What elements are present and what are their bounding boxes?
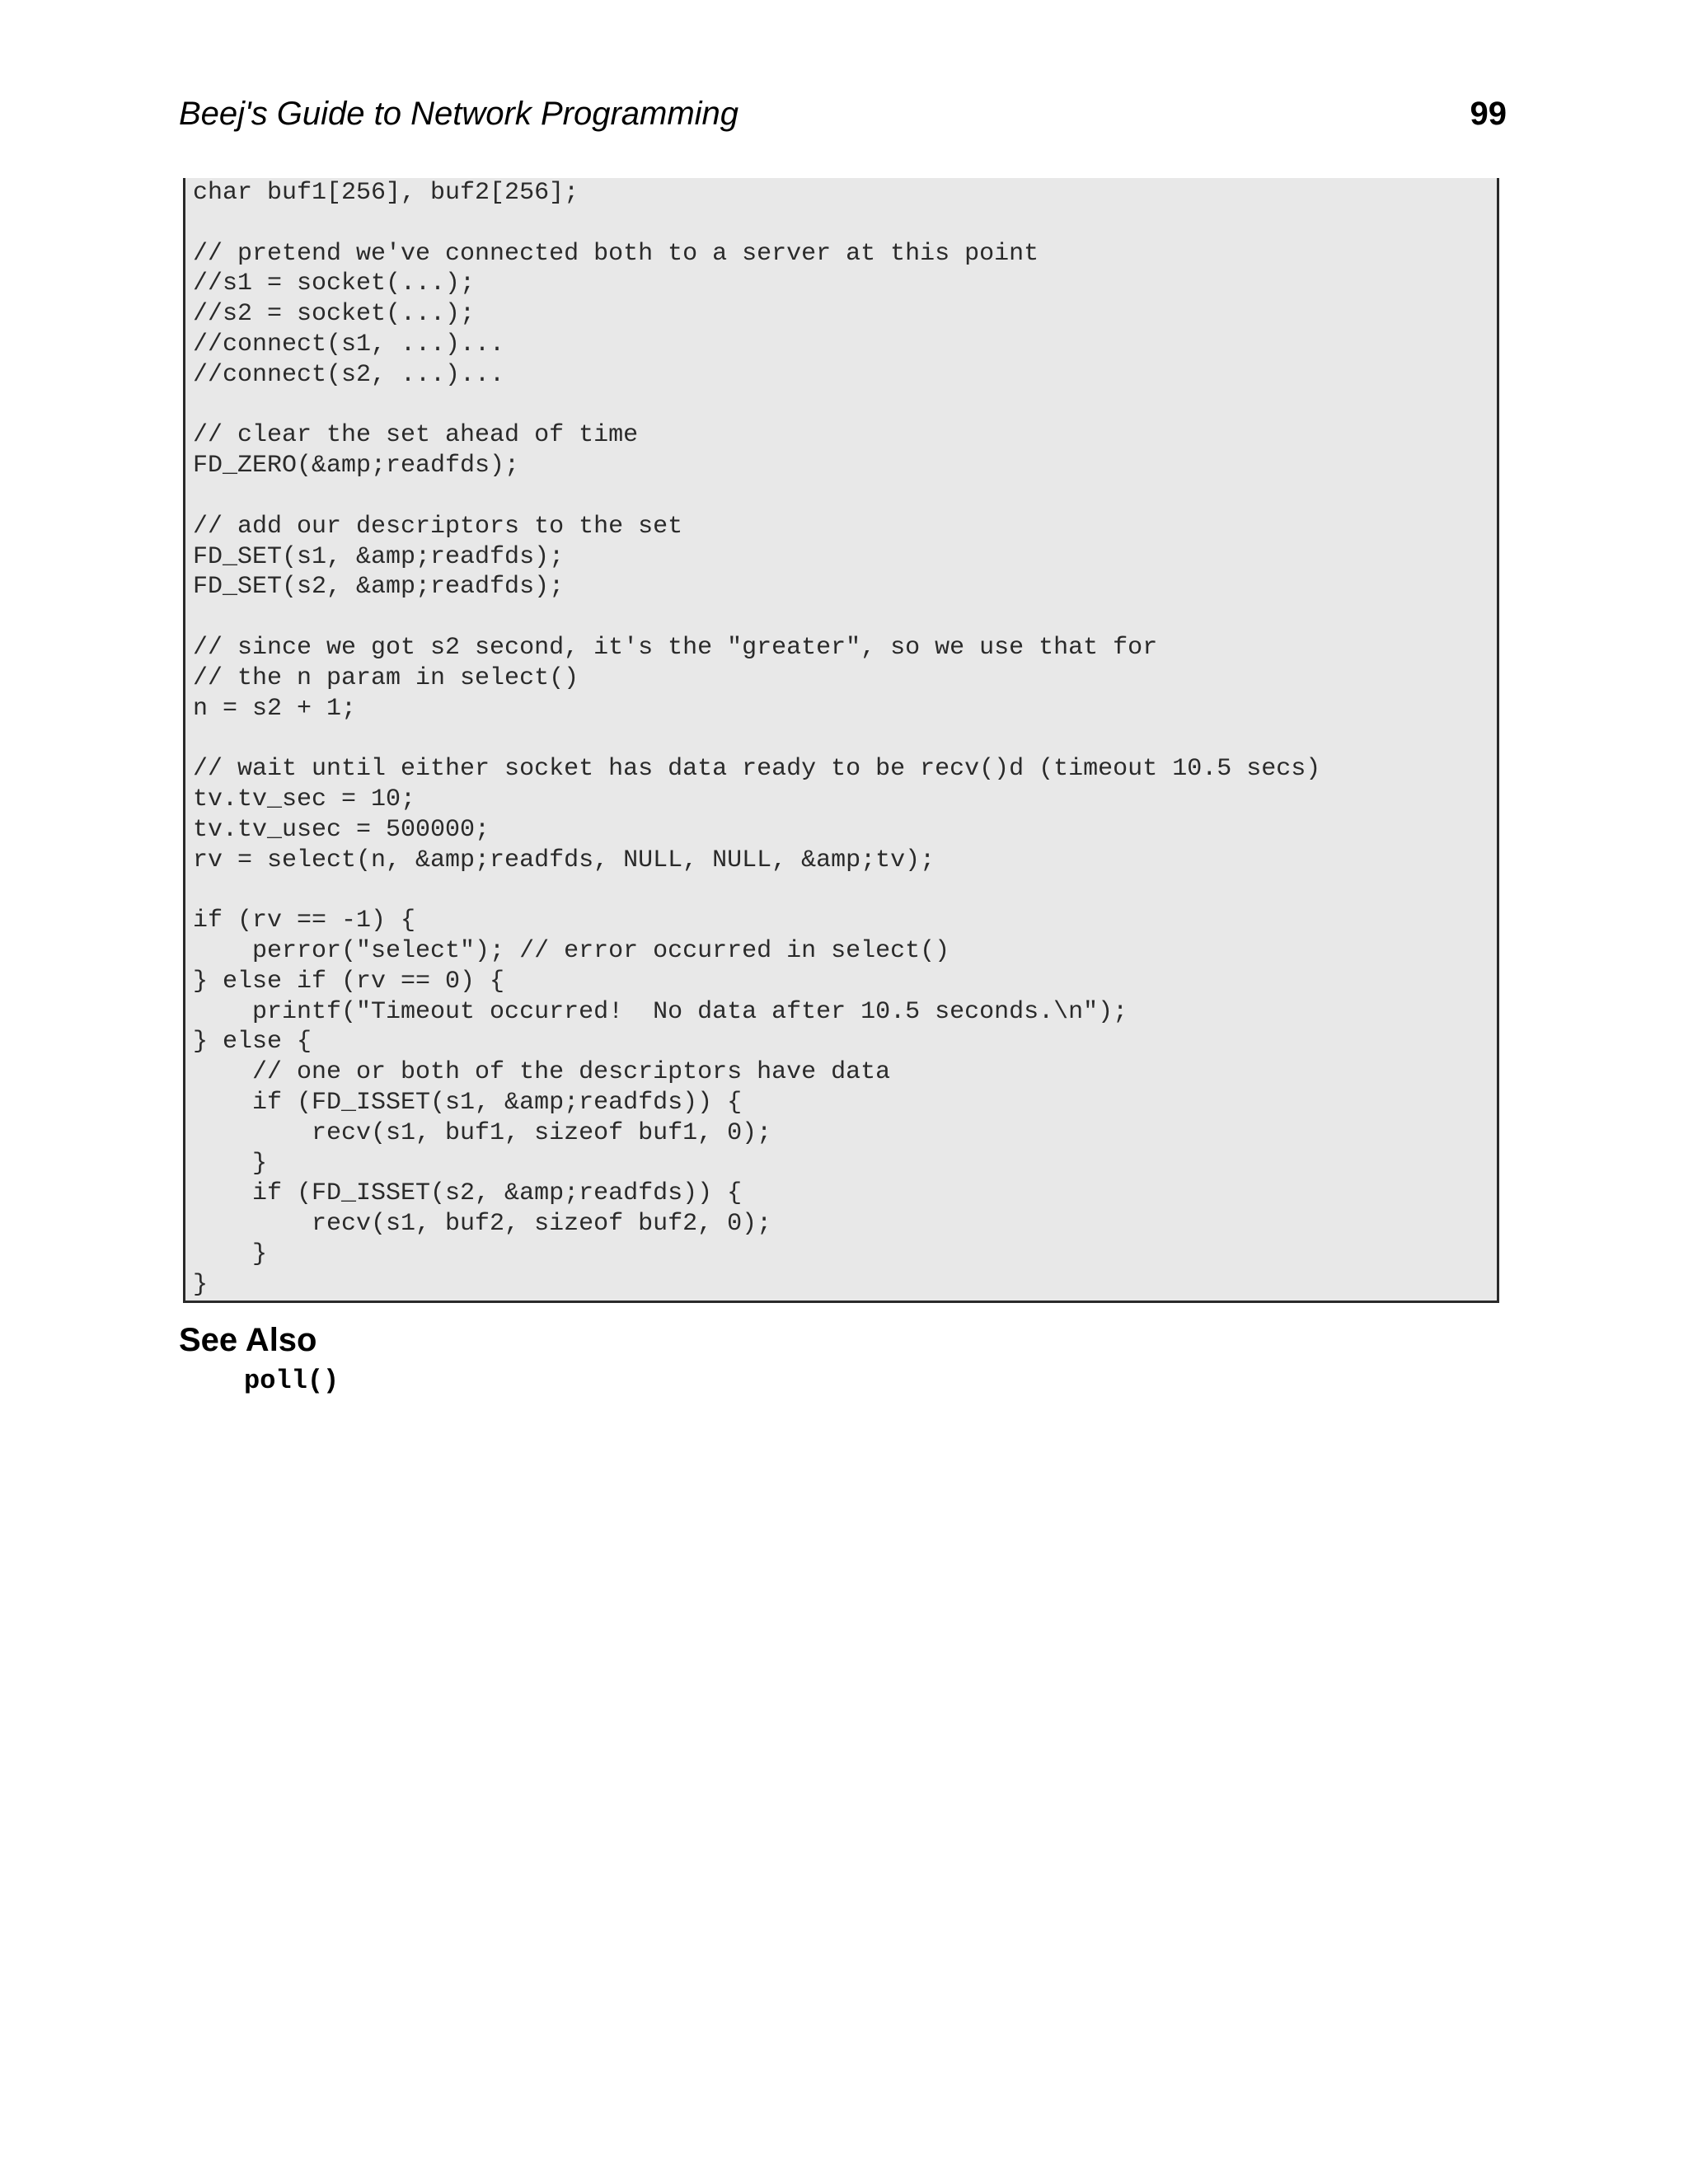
code-listing — [183, 178, 1499, 1303]
code-line: if (FD_ISSET(s2, &amp;readfds)) { — [193, 1179, 743, 1208]
code-line: char buf1[256], buf2[256]; — [193, 179, 579, 207]
code-line: printf("Timeout occurred! No data after 10.5 seconds.\n"); — [193, 997, 1128, 1026]
code-line — [193, 602, 1320, 633]
code-line: tv.tv_sec = 10; — [193, 785, 416, 813]
code-line: recv(s1, buf1, sizeof buf1, 0); — [193, 1118, 772, 1147]
see-also-heading: See Also — [179, 1322, 317, 1358]
code-line: FD_SET(s2, &amp;readfds); — [193, 573, 565, 602]
code-line: FD_SET(s1, &amp;readfds); — [193, 542, 565, 571]
code-line — [193, 724, 1320, 754]
code-line: // clear the set ahead of time — [193, 421, 639, 450]
code-line: } else if (rv == 0) { — [193, 967, 505, 996]
code-line — [193, 209, 1320, 239]
code-line: // wait until either socket has data ready to be recv()d (timeout 10.5 secs) — [193, 755, 1321, 784]
code-line: // add our descriptors to the set — [193, 512, 683, 541]
code-line: } — [193, 1240, 268, 1268]
code-line: if (rv == -1) { — [193, 907, 416, 935]
code-line: if (FD_ISSET(s1, &amp;readfds)) { — [193, 1088, 743, 1117]
code-line: rv = select(n, &amp;readfds, NULL, NULL, &amp;tv); — [193, 846, 935, 874]
code-line — [193, 875, 1320, 906]
running-header-title: Beej's Guide to Network Programming — [179, 96, 739, 132]
code-line: } else { — [193, 1028, 312, 1057]
code-line — [193, 391, 1320, 421]
code-line: //s2 = socket(...); — [193, 300, 476, 329]
code-line: // the n param in select() — [193, 663, 579, 692]
page-number: 99 — [1470, 96, 1507, 132]
see-also-link-poll[interactable]: poll() — [244, 1366, 340, 1396]
code-line: //connect(s1, ...)... — [193, 330, 505, 359]
code-line: perror("select"); // error occurred in select() — [193, 936, 950, 965]
code-line: n = s2 + 1; — [193, 694, 357, 723]
code-line: //connect(s2, ...)... — [193, 360, 505, 389]
code-line: // one or both of the descriptors have data — [193, 1058, 891, 1087]
code-line: } — [193, 1149, 268, 1178]
code-line: // since we got s2 second, it's the "greater", so we use that for — [193, 633, 1158, 662]
code-lines — [193, 178, 1320, 1300]
code-line: // pretend we've connected both to a server at this point — [193, 239, 1039, 268]
code-line: FD_ZERO(&amp;readfds); — [193, 452, 520, 480]
code-line: } — [193, 1270, 209, 1299]
code-line: //s1 = socket(...); — [193, 269, 476, 298]
code-line: recv(s1, buf2, sizeof buf2, 0); — [193, 1210, 772, 1239]
code-line: tv.tv_usec = 500000; — [193, 815, 490, 844]
code-line — [193, 481, 1320, 512]
